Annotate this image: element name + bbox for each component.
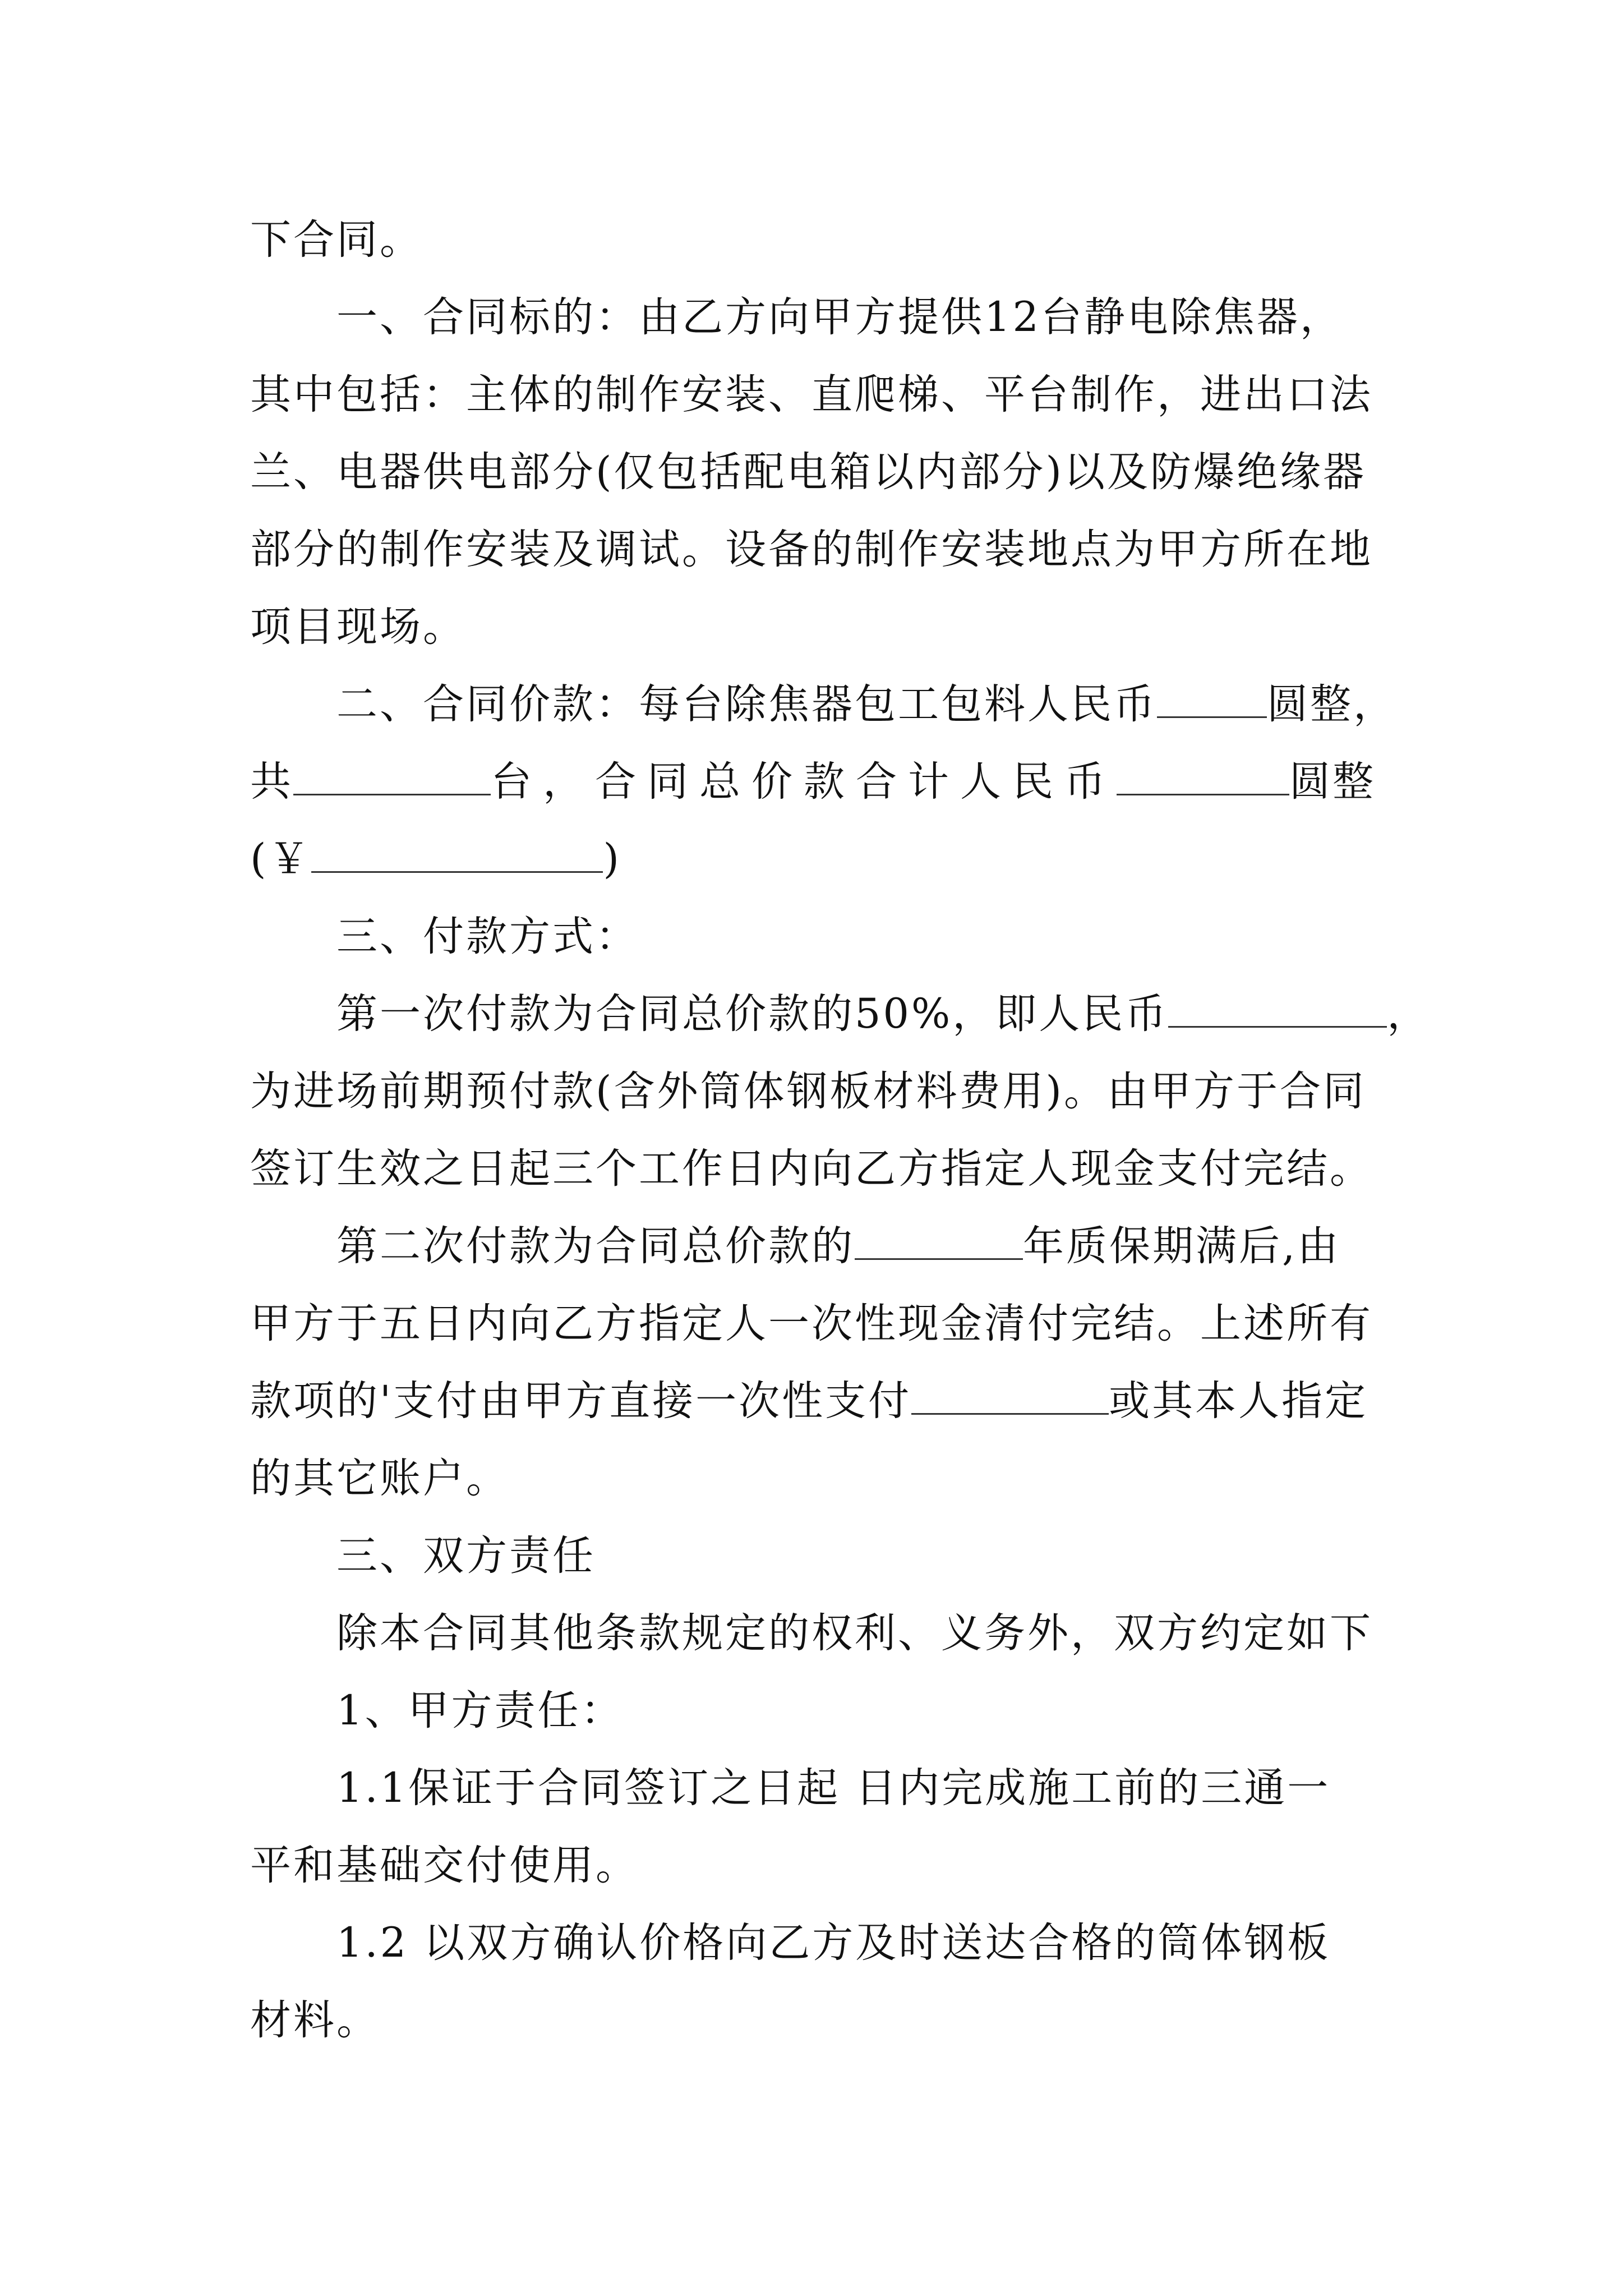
text-line: 除本合同其他条款规定的权利、义务外，双方约定如下: [336, 1609, 1373, 1657]
total-line-middle: 台，合同总价款合计人民币: [491, 758, 1117, 806]
price-line-prefix: 二、合同价款：每台除焦器包工包料人民币: [336, 680, 1157, 728]
text-line: 三、付款方式：: [336, 913, 639, 960]
price-line: [336, 677, 1396, 733]
second-payment-line: [336, 1218, 1340, 1274]
yen-line-suffix: ): [603, 835, 621, 883]
account-line-prefix: 款项的'支付由甲方直接一次性支付: [250, 1377, 912, 1425]
text-line: 下合同。: [250, 216, 423, 264]
first-payment-prefix: 第一次付款为合同总价款的50%，即人民币: [336, 990, 1169, 1038]
quantity-blank: [293, 759, 491, 795]
account-line-suffix: 或其本人指定: [1109, 1377, 1368, 1425]
text-line: 项目现场。: [250, 603, 466, 651]
first-payment-blank: [1168, 991, 1387, 1028]
total-line: [250, 754, 1376, 810]
text-line: 材料。: [250, 1996, 380, 2044]
price-blank: [1157, 682, 1267, 718]
yen-line-prefix: (￥: [250, 835, 312, 883]
total-line-suffix: 圆整: [1289, 758, 1376, 806]
text-line: 一、合同标的：由乙方向甲方提供12台静电除焦器，: [336, 293, 1343, 341]
text-line: 甲方于五日内向乙方指定人一次性现金清付完结。上述所有: [250, 1300, 1373, 1347]
subsection-heading: 1、甲方责任：: [336, 1687, 624, 1734]
text-line: 1.1保证于合同签订之日起 日内完成施工前的三通一: [336, 1764, 1331, 1812]
text-line: 为进场前期预付款(含外筒体钢板材料费用)。由甲方于合同: [250, 1068, 1366, 1115]
second-payment-prefix: 第二次付款为合同总价款的: [336, 1222, 855, 1270]
section-heading: 三、双方责任: [336, 1532, 596, 1580]
first-payment-line: [336, 986, 1430, 1042]
text-line: 1.2 以双方确认价格向乙方及时送达合格的筒体钢板: [336, 1919, 1331, 1967]
yen-amount-blank: [311, 836, 603, 873]
text-line: 平和基础交付使用。: [250, 1842, 639, 1889]
yen-line: [250, 831, 621, 887]
total-line-prefix: 共: [250, 758, 293, 806]
text-line: 签订生效之日起三个工作日内向乙方指定人现金支付完结。: [250, 1145, 1373, 1193]
price-line-suffix: 圆整，: [1267, 680, 1396, 728]
total-price-blank: [1117, 759, 1289, 795]
text-line: 部分的制作安装及调试。设备的制作安装地点为甲方所在地: [250, 526, 1373, 573]
warranty-years-blank: [855, 1223, 1023, 1260]
account-line: [250, 1373, 1368, 1429]
second-payment-suffix: 年质保期满后,由: [1023, 1222, 1341, 1270]
text-line: 的其它账户。: [250, 1455, 509, 1502]
text-line: 其中包括：主体的制作安装、直爬梯、平台制作，进出口法: [250, 371, 1373, 418]
first-payment-suffix: ，: [1387, 990, 1431, 1038]
payee-blank: [911, 1378, 1109, 1415]
text-line: 兰、电器供电部分(仅包括配电箱以内部分)以及防爆绝缘器: [250, 448, 1366, 496]
